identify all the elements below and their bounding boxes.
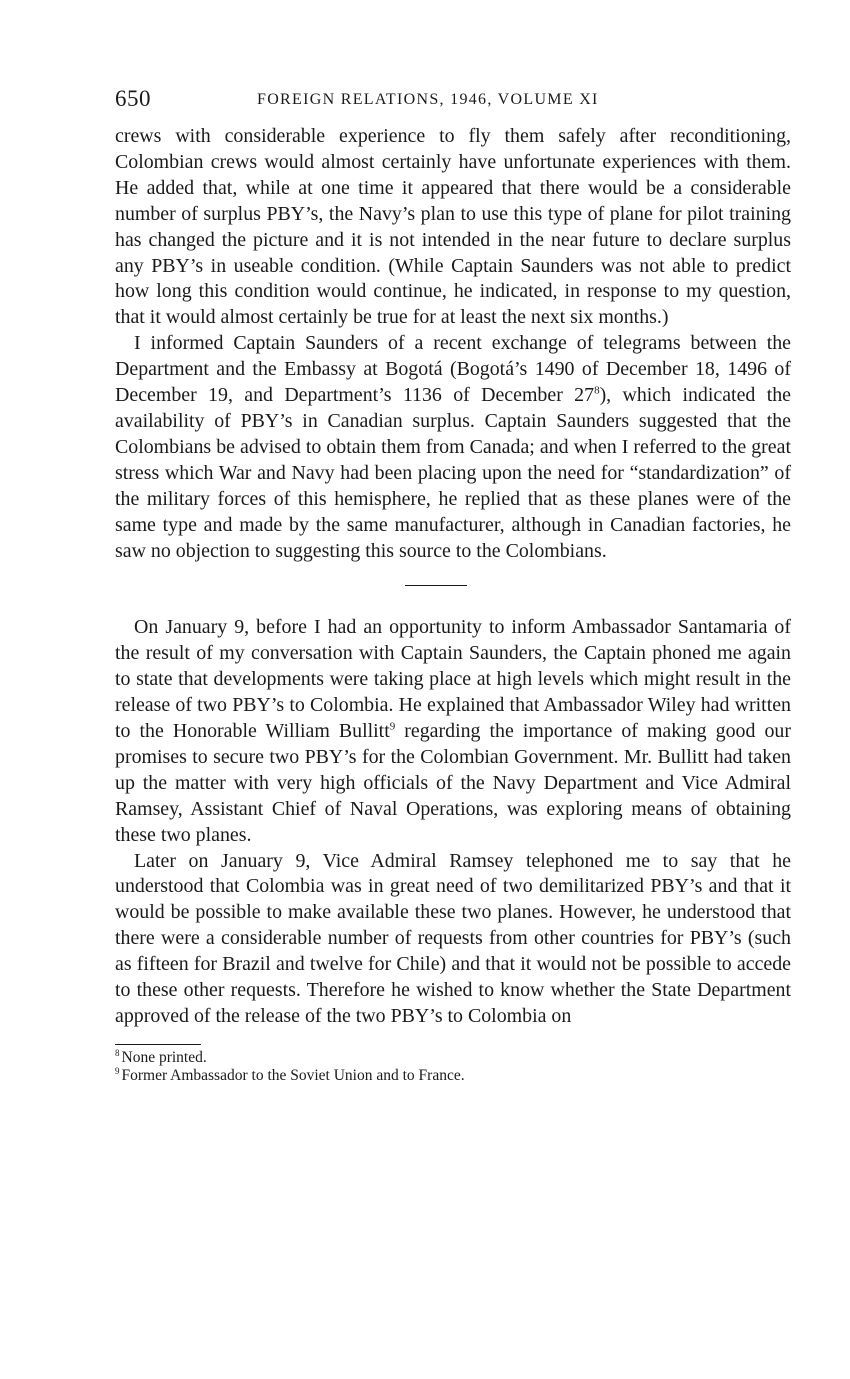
- footnote-ref-9[interactable]: 9: [389, 720, 396, 733]
- paragraph-1-text: crews with considerable experience to fly them safely after reconditioning, Colombian crews would almost certainly have unfortunate experiences with them. He added that, while at one time it appeared that there would be a considerable number of surplus PBY’s, the Navy’s plan to use this type of plane for pilot training has changed the picture and it is not intended in the near future to declare surplus any PBY’s in useable condition. (While Captain Saunders was not able to predict how long this condition would continue, he indicated, in response to my question, that it would almost certainly be true for at least the next six months.): [115, 125, 791, 329]
- footnote-rule: [115, 1044, 201, 1045]
- paragraph-continuation: [115, 124, 791, 331]
- footnote-text: None printed.: [121, 1048, 207, 1066]
- paragraph-4-text: Later on January 9, Vice Admiral Ramsey telephoned me to say that he understood that Colombia was in great need of two demilitarized PBY’s and that it would be possible to make available these two planes. However, he understood that there were a considerable number of requests from other countries for PBY’s (such as fifteen for Brazil and twelve for Chile) and that it would not be possible to accede to these other requests. Therefore he wished to know whether the State Department approved of the release of the two PBY’s to Colombia on: [115, 849, 791, 1027]
- document-page: [115, 86, 791, 1086]
- footnote-9: [115, 1067, 791, 1086]
- paragraph-3-text-a: On January 9, before I had an opportunity to inform Ambassador Santamaria of the result of my conversation with Captain Saunders, the Captain phoned me again to state that developments were taking place at high levels which might result in the release of two PBY’s to Colombia. He explained that Ambassador Wiley had written to the Honorable William Bullitt: [115, 616, 791, 743]
- paragraph-3-text-b: regarding the importance of making good our promises to secure two PBY’s for the Colombian Government. Mr. Bullitt had taken up the matter with very high officials of the Navy Department and Vice Admiral Ramsey, Assistant Chief of Naval Operations, was exploring means of obtaining these two planes.: [115, 720, 791, 846]
- footnote-mark: 8: [115, 1047, 120, 1058]
- footnote-ref-8[interactable]: 8: [594, 384, 600, 397]
- paragraph-2-text-a: I informed Captain Saunders of a recent exchange of telegrams between the Department and the Embassy at Bogotá (Bogotá’s 1490 of December 18, 1496 of December 19, and Department’s 1136 of December 27: [115, 332, 791, 407]
- footnote-mark: 9: [115, 1066, 120, 1077]
- running-header-title: FOREIGN RELATIONS, 1946, VOLUME XI: [257, 91, 599, 108]
- footnote-8: [115, 1049, 791, 1068]
- footnotes: [115, 1049, 791, 1086]
- running-header: [115, 86, 791, 118]
- paragraph-ramsey: [115, 849, 791, 1030]
- page-number: 650: [115, 86, 151, 111]
- paragraph-january-9: [115, 615, 791, 848]
- section-divider: [405, 585, 467, 586]
- paragraph-2-text-b: ), which indicated the availability of PBY’s in Canadian surplus. Captain Saunders suggested that the Colombians be advised to obtain them from Canada; and when I referred to the great stress which War and Navy had been placing upon the need for “standardization” of the military forces of this hemisphere, he replied that as these planes were of the same type and made by the same manufacturer, although in Canadian factories, he saw no objection to suggesting this source to the Colombians.: [115, 384, 791, 562]
- paragraph-saunders-canada: [115, 331, 791, 564]
- footnote-text: Former Ambassador to the Soviet Union and to France.: [121, 1067, 465, 1085]
